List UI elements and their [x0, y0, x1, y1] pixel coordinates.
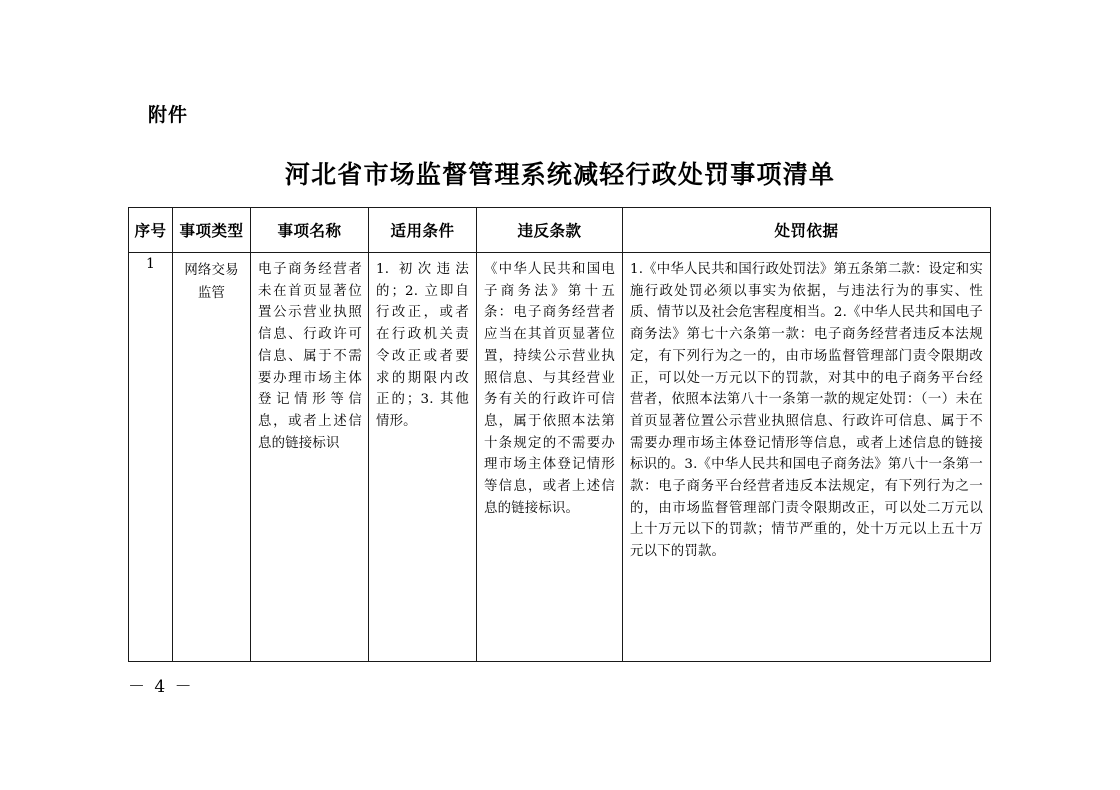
column-header-type: 事项类型 — [173, 208, 251, 253]
column-header-violation: 违反条款 — [477, 208, 623, 253]
table-row — [129, 253, 991, 662]
cell-type — [173, 253, 251, 662]
cell-condition — [369, 253, 477, 662]
column-header-name: 事项名称 — [251, 208, 369, 253]
attachment-label: 附件 — [148, 104, 189, 126]
cell-no: 1 — [129, 253, 173, 662]
page-number: － 4 － — [128, 677, 194, 697]
cell-violation-text: 《中华人民共和国电子商务法》第十五条：电子商务经营者应当在其首页显著位置，持续公示营业执照信息、与其经营业务有关的行政许可信息，属于依照本法第十条规定的不需要办理市场主体登记情形等信息，或者上述信息的链接标识。 — [484, 262, 615, 516]
page-title: 河北省市场监督管理系统减轻行政处罚事项清单 — [284, 160, 836, 189]
cell-type-text: 网络交易监管 — [184, 263, 239, 302]
cell-basis — [623, 253, 991, 662]
cell-basis-text: 1.《中华人民共和国行政处罚法》第五条第二款：设定和实施行政处罚必须以事实为依据，与违法行为的事实、性质、情节以及社会危害程度相当。2.《中华人民共和国电子商务法》第七十六条第一款：电子商务经营者违反本法规定，有下列行为之一的，由市场监督管理部门责令限期改正，可以处一万元以下的罚款，对其中的电子商务平台经营者，依照本法第八十一条第一款的规定处罚：（一）未在首页显著位置公示营业执照信息、行政许可信息、属于不需要办理市场主体登记情形等信息，或者上述信息的链接标识的。3.《中华人民共和国电子商务法》第八十一条第一款：电子商务平台经营者违反本法规定，有下列行为之一的，由市场监督管理部门责令限期改正，可以处二万元以上十万元以下的罚款；情节严重的，处十万元以上五十万元以下的罚款。 — [630, 262, 983, 560]
column-header-basis: 处罚依据 — [623, 208, 991, 253]
column-header-condition: 适用条件 — [369, 208, 477, 253]
penalty-list-table — [128, 207, 991, 662]
column-header-no: 序号 — [129, 208, 173, 253]
cell-condition-text: 1. 初次违法的；2. 立即自行改正，或者在行政机关责令改正或者要求的期限内改正的；3. 其他情形。 — [376, 262, 469, 429]
table-header-row — [129, 208, 991, 253]
cell-name — [251, 253, 369, 662]
cell-name-text: 电子商务经营者未在首页显著位置公示营业执照信息、行政许可信息、属于不需要办理市场主体登记情形等信息，或者上述信息的链接标识 — [258, 262, 362, 451]
cell-violation — [477, 253, 623, 662]
